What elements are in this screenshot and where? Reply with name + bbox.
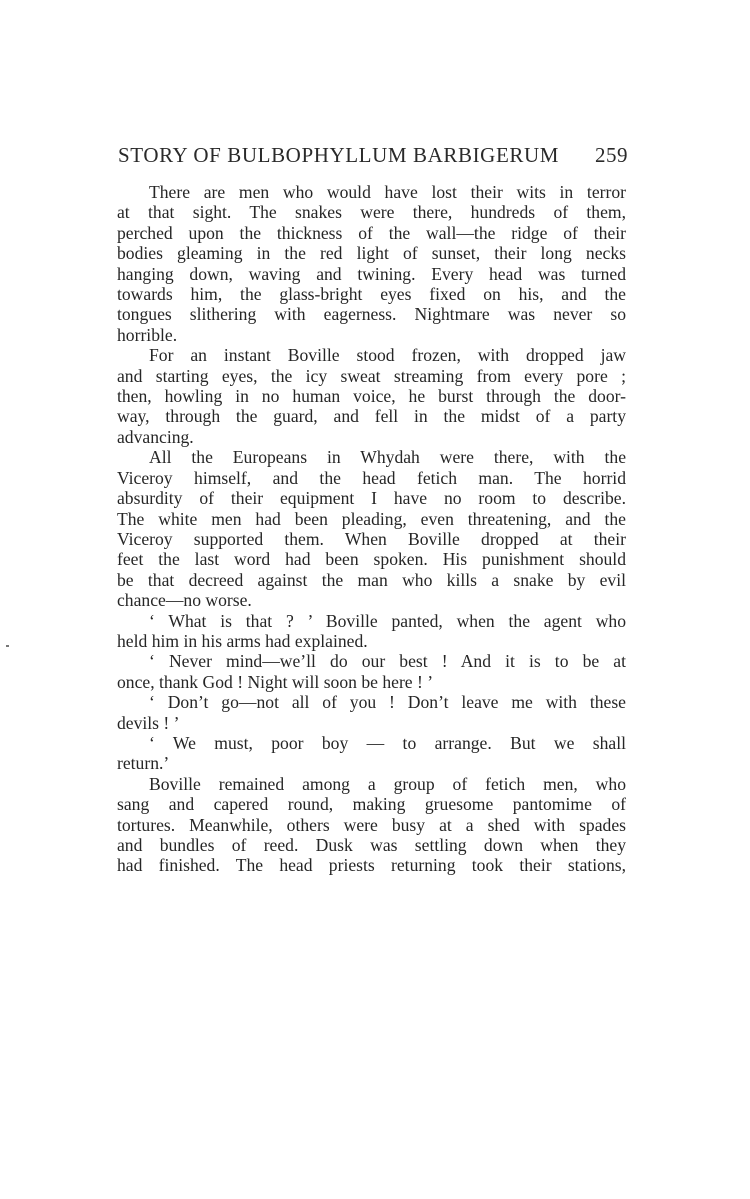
text-line: absurdity of their equipment I have no room to describe. — [117, 488, 626, 509]
text-line: held him in his arms had explained. — [117, 630, 368, 651]
text-line: feet the last word had been spoken. His punishment should — [117, 549, 626, 570]
text-line: The white men had been pleading, even threatening, and the — [117, 508, 626, 529]
text-line: ‘ Never mind—we’ll do our best ! And it is to be at — [149, 651, 626, 672]
text-line: sang and capered round, making gruesome pantomime of — [117, 794, 626, 815]
text-line: hanging down, waving and twining. Every head was turned — [117, 263, 626, 284]
text-line: then, howling in no human voice, he burst through the door- — [117, 386, 626, 407]
text-line: once, thank God ! Night will soon be here ! ’ — [117, 671, 434, 692]
text-line: ‘ What is that ? ’ Boville panted, when the agent who — [149, 610, 626, 631]
paragraph — [117, 182, 626, 345]
text-line: bodies gleaming in the red light of sunset, their long necks — [117, 243, 626, 264]
body-text — [117, 182, 626, 876]
running-header — [118, 143, 628, 168]
paragraph — [117, 651, 626, 692]
paragraph — [117, 733, 626, 774]
text-line: and bundles of reed. Dusk was settling down when they — [117, 835, 626, 855]
text-line: tongues slithering with eagerness. Nightmare was never so — [117, 304, 626, 325]
text-line: ‘ Don’t go—not all of you ! Don’t leave me with these — [149, 692, 626, 713]
text-line: Boville remained among a group of fetich men, who — [149, 773, 626, 794]
paragraph — [117, 774, 626, 876]
text-line: had finished. The head priests returning took their stations, — [117, 855, 626, 876]
text-line: For an instant Boville stood frozen, with dropped jaw — [149, 345, 626, 366]
paragraph — [117, 611, 626, 652]
running-title: STORY OF BULBOPHYLLUM BARBIGERUM — [118, 143, 560, 167]
text-line: All the Europeans in Whydah were there, with the — [149, 447, 626, 468]
text-line: towards him, the glass-bright eyes fixed on his, and the — [117, 284, 626, 305]
text-line: and starting eyes, the icy sweat streaming from every pore ; — [117, 365, 626, 386]
text-line: perched upon the thickness of the wall—the ridge of their — [117, 222, 626, 243]
text-line: tortures. Meanwhile, others were busy at a shed with spades — [117, 814, 626, 835]
text-line: advancing. — [117, 426, 194, 447]
text-line: way, through the guard, and fell in the midst of a party — [117, 406, 626, 427]
text-line: chance—no worse. — [117, 590, 252, 611]
text-line: There are men who would have lost their wits in terror — [149, 182, 626, 202]
text-line: at that sight. The snakes were there, hundreds of them, — [117, 202, 626, 223]
paragraph — [117, 447, 626, 610]
text-line: Viceroy supported them. When Boville dropped at their — [117, 528, 626, 549]
margin-speck — [6, 645, 9, 647]
text-line: ‘ We must, poor boy — to arrange. But we shall — [149, 732, 626, 753]
text-line: horrible. — [117, 324, 178, 345]
text-line: be that decreed against the man who kills a snake by evil — [117, 569, 626, 590]
paragraph — [117, 692, 626, 733]
text-line: return.’ — [117, 753, 170, 774]
text-line: devils ! ’ — [117, 712, 180, 733]
paragraph — [117, 345, 626, 447]
page-number: 259 — [595, 143, 628, 167]
text-line: Viceroy himself, and the head fetich man. The horrid — [117, 467, 626, 488]
